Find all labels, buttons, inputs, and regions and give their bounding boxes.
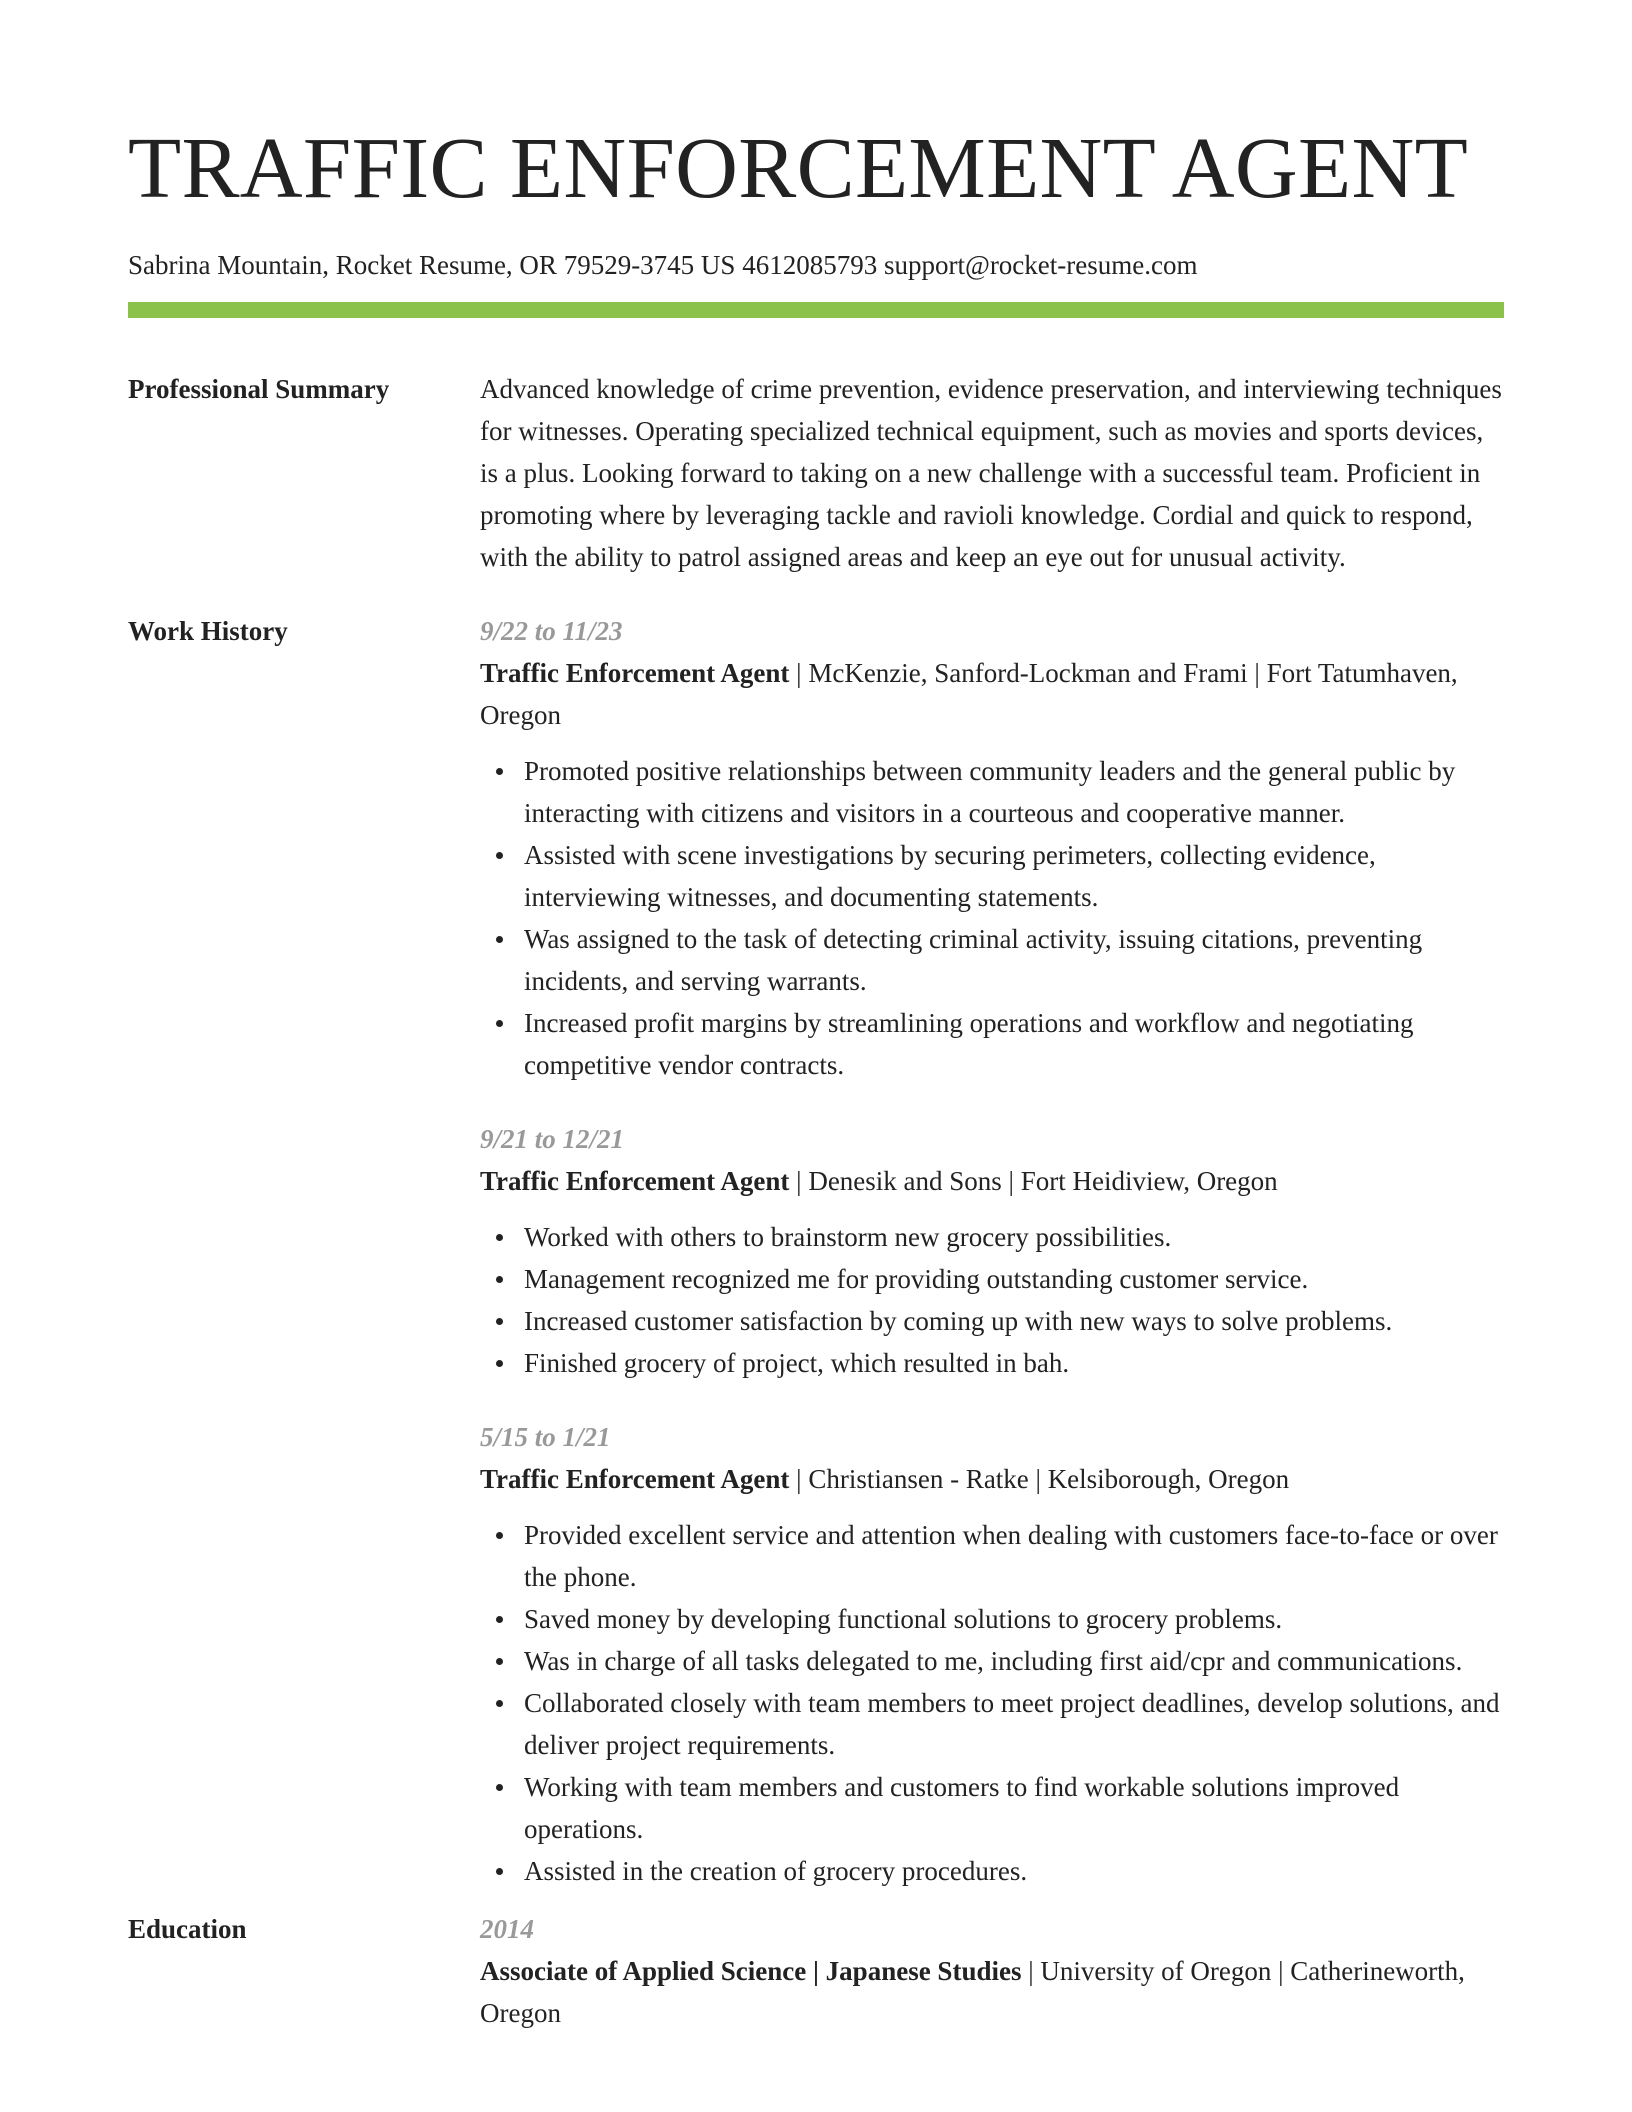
education-year: 2014	[480, 1914, 534, 1944]
job-bullet: Was assigned to the task of detecting criminal activity, issuing citations, preventing incidents, and serving warrants.	[524, 918, 1504, 1002]
job-bullets	[480, 1216, 1504, 1384]
job-employer: | McKenzie, Sanford-Lockman and Frami | Fort Tatumhaven, Oregon	[480, 658, 1458, 730]
job-dates: 9/22 to 11/23	[480, 616, 623, 646]
contact-line	[128, 248, 1504, 282]
education-heading-line	[480, 1950, 1504, 2034]
job-bullet: Provided excellent service and attention when dealing with customers face-to-face or over the phone.	[524, 1514, 1504, 1598]
job-bullet: Working with team members and customers to find workable solutions improved operations.	[524, 1766, 1504, 1850]
job-bullet: Collaborated closely with team members to meet project deadlines, develop solutions, and deliver project requirements.	[524, 1682, 1504, 1766]
job-title: Traffic Enforcement Agent	[480, 1166, 790, 1196]
job-bullet: Finished grocery of project, which resulted in bah.	[524, 1342, 1504, 1384]
job-bullet: Assisted with scene investigations by securing perimeters, collecting evidence, interviewing witnesses, and documenting statements.	[524, 834, 1504, 918]
job-bullet: Worked with others to brainstorm new grocery possibilities.	[524, 1216, 1504, 1258]
job-employer: | Christiansen - Ratke | Kelsiborough, Oregon	[789, 1464, 1290, 1494]
job-bullet: Increased customer satisfaction by coming up with new ways to solve problems.	[524, 1300, 1504, 1342]
education-section	[128, 1908, 1504, 2034]
summary-section	[128, 368, 1504, 578]
job-heading	[480, 652, 1504, 736]
summary-text: Advanced knowledge of crime prevention, evidence preservation, and interviewing techniques for witnesses. Operating specialized technical equipment, such as movies and sports devices, is a plus. Looking forward to taking on a new challenge with a successful team. Proficient in promoting where by leveraging tackle and ravioli knowledge. Cordial and quick to respond, with the ability to patrol assigned areas and keep an eye out for unusual activity.	[480, 374, 1502, 572]
job-heading	[480, 1458, 1504, 1500]
contact-phone: 4612085793	[742, 250, 878, 280]
job-dates: 9/21 to 12/21	[480, 1124, 625, 1154]
education-list	[480, 1908, 1504, 2034]
summary-heading: Professional Summary	[128, 374, 390, 404]
education-school: | University of Oregon | Catherineworth, Oregon	[480, 1956, 1465, 2028]
job-bullet: Promoted positive relationships between community leaders and the general public by interacting with citizens and visitors in a courteous and cooperative manner.	[524, 750, 1504, 834]
work-history-section	[128, 610, 1504, 1892]
job-bullet: Increased profit margins by streamlining operations and workflow and negotiating competitive vendor contracts.	[524, 1002, 1504, 1086]
education-entry	[480, 1908, 1504, 2034]
education-heading: Education	[128, 1914, 247, 1944]
job-title: Traffic Enforcement Agent	[480, 658, 790, 688]
job-bullets	[480, 750, 1504, 1086]
job-bullet: Was in charge of all tasks delegated to me, including first aid/cpr and communications.	[524, 1640, 1504, 1682]
job-bullet: Assisted in the creation of grocery procedures.	[524, 1850, 1504, 1892]
job-heading	[480, 1160, 1504, 1202]
job-bullet: Management recognized me for providing outstanding customer service.	[524, 1258, 1504, 1300]
job-dates: 5/15 to 1/21	[480, 1422, 611, 1452]
job-bullets	[480, 1514, 1504, 1892]
work-history-list	[480, 610, 1504, 1892]
work-history-heading: Work History	[128, 616, 288, 646]
education-degree: Associate of Applied Science | Japanese Studies	[480, 1956, 1022, 1986]
job-entry	[480, 1118, 1504, 1384]
job-entry	[480, 610, 1504, 1086]
contact-email: support@rocket-resume.com	[883, 250, 1198, 280]
job-entry	[480, 1416, 1504, 1892]
resume-page	[128, 0, 1504, 2034]
job-title: Traffic Enforcement Agent	[480, 1464, 790, 1494]
job-bullet: Saved money by developing functional solutions to grocery problems.	[524, 1598, 1504, 1640]
resume-title: TRAFFIC ENFORCEMENT AGENT	[128, 119, 1469, 216]
header-divider	[128, 302, 1504, 318]
job-employer: | Denesik and Sons | Fort Heidiview, Oregon	[789, 1166, 1278, 1196]
contact-address: Sabrina Mountain, Rocket Resume, OR 79529-3745 US	[128, 250, 736, 280]
